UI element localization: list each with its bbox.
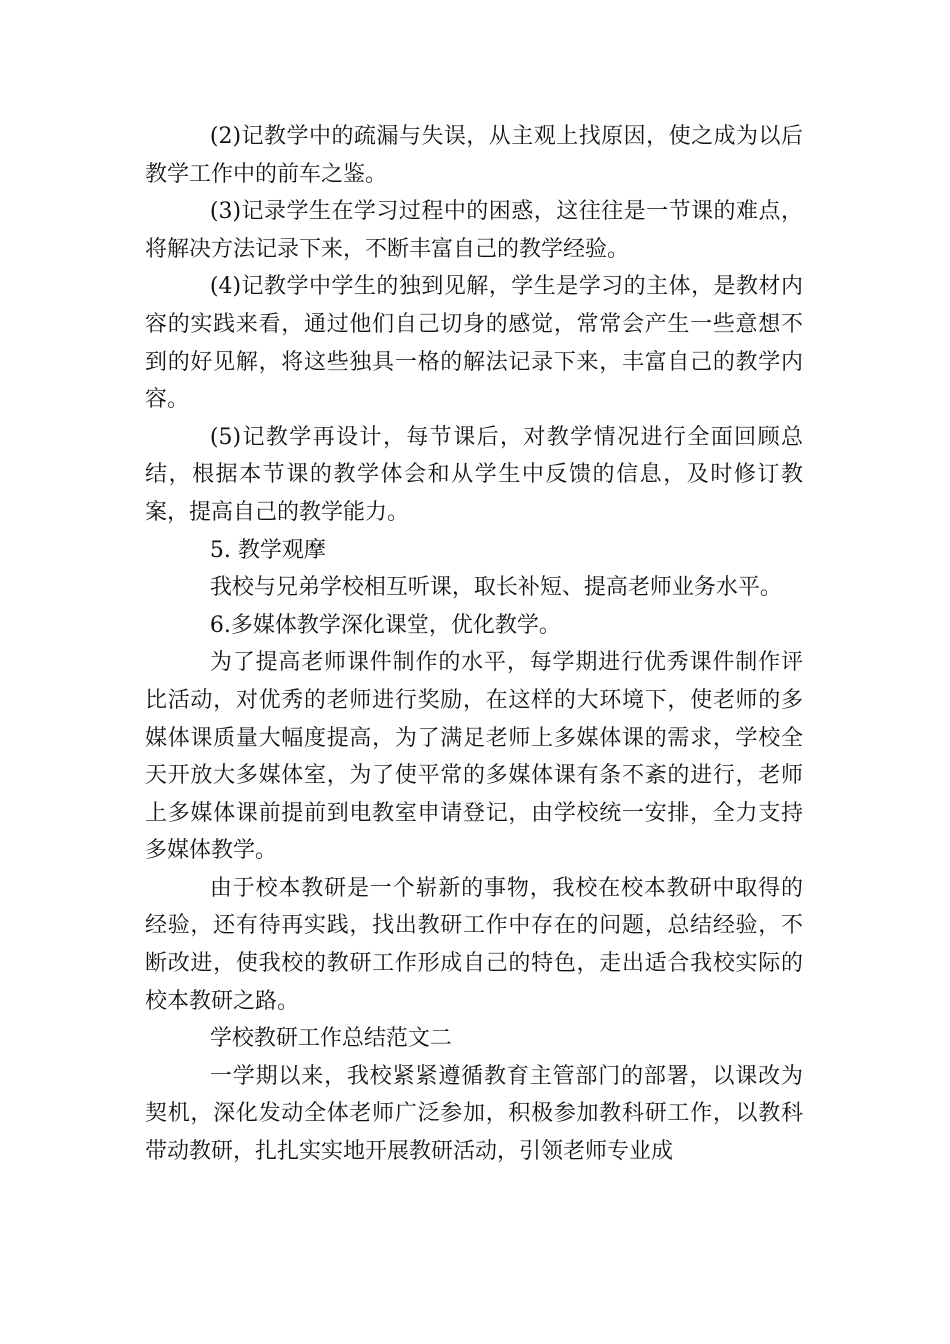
section-heading-multimedia: 6.多媒体教学深化课堂，优化教学。 [209,612,561,638]
paragraph-multimedia: 为了提高老师课件制作的水平，每学期进行优秀课件制作评比活动，对优秀的老师进行奖励，在这样的大环境下，使老师的多媒体课质量大幅度提高，为了满足老师上多媒体课的需求，学校全天开放大多媒体室，为了使平常的多媒体课有条不紊的进行，老师上多媒体课前提前到电教室申请登记，由学校统一安排，全力支持多媒体教学。 [145,650,803,864]
document-body [145,118,803,1171]
paragraph-conclusion: 由于校本教研是一个崭新的事物，我校在校本教研中取得的经验，还有待再实践，找出教研工作中存在的问题，总结经验，不断改进，使我校的教研工作形成自己的特色，走出适合我校实际的校本教研之路。 [145,875,803,1014]
paragraph-sample-two-intro: 一学期以来，我校紧紧遵循教育主管部门的部署，以课改为契机，深化发动全体老师广泛参加，积极参加教科研工作，以教科带动教研，扎扎实实地开展教研活动，引领老师专业成 [145,1063,803,1165]
paragraph-item-3-notes: (3)记录学生在学习过程中的困惑，这往往是一节课的难点，将解决方法记录下来，不断丰富自己的教学经验。 [145,199,803,262]
section-heading-teaching-observation: 5. 教学观摩 [209,537,326,563]
paragraph-item-4-notes: (4)记教学中学生的独到见解，学生是学习的主体，是教材内容的实践来看，通过他们自己切身的感觉，常常会产生一些意想不到的好见解，将这些独具一格的解法记录下来，丰富自己的教学内容。 [145,274,803,413]
paragraph-observation: 我校与兄弟学校相互听课，取长补短、提高老师业务水平。 [209,575,782,601]
paragraph-item-5-notes: (5)记教学再设计，每节课后，对教学情况进行全面回顾总结，根据本节课的教学体会和从学生中反馈的信息，及时修订教案，提高自己的教学能力。 [145,424,803,525]
paragraph-item-2-notes: (2)记教学中的疏漏与失误，从主观上找原因，使之成为以后教学工作中的前车之鉴。 [145,124,803,187]
section-title-sample-two: 学校教研工作总结范文二 [209,1026,452,1052]
